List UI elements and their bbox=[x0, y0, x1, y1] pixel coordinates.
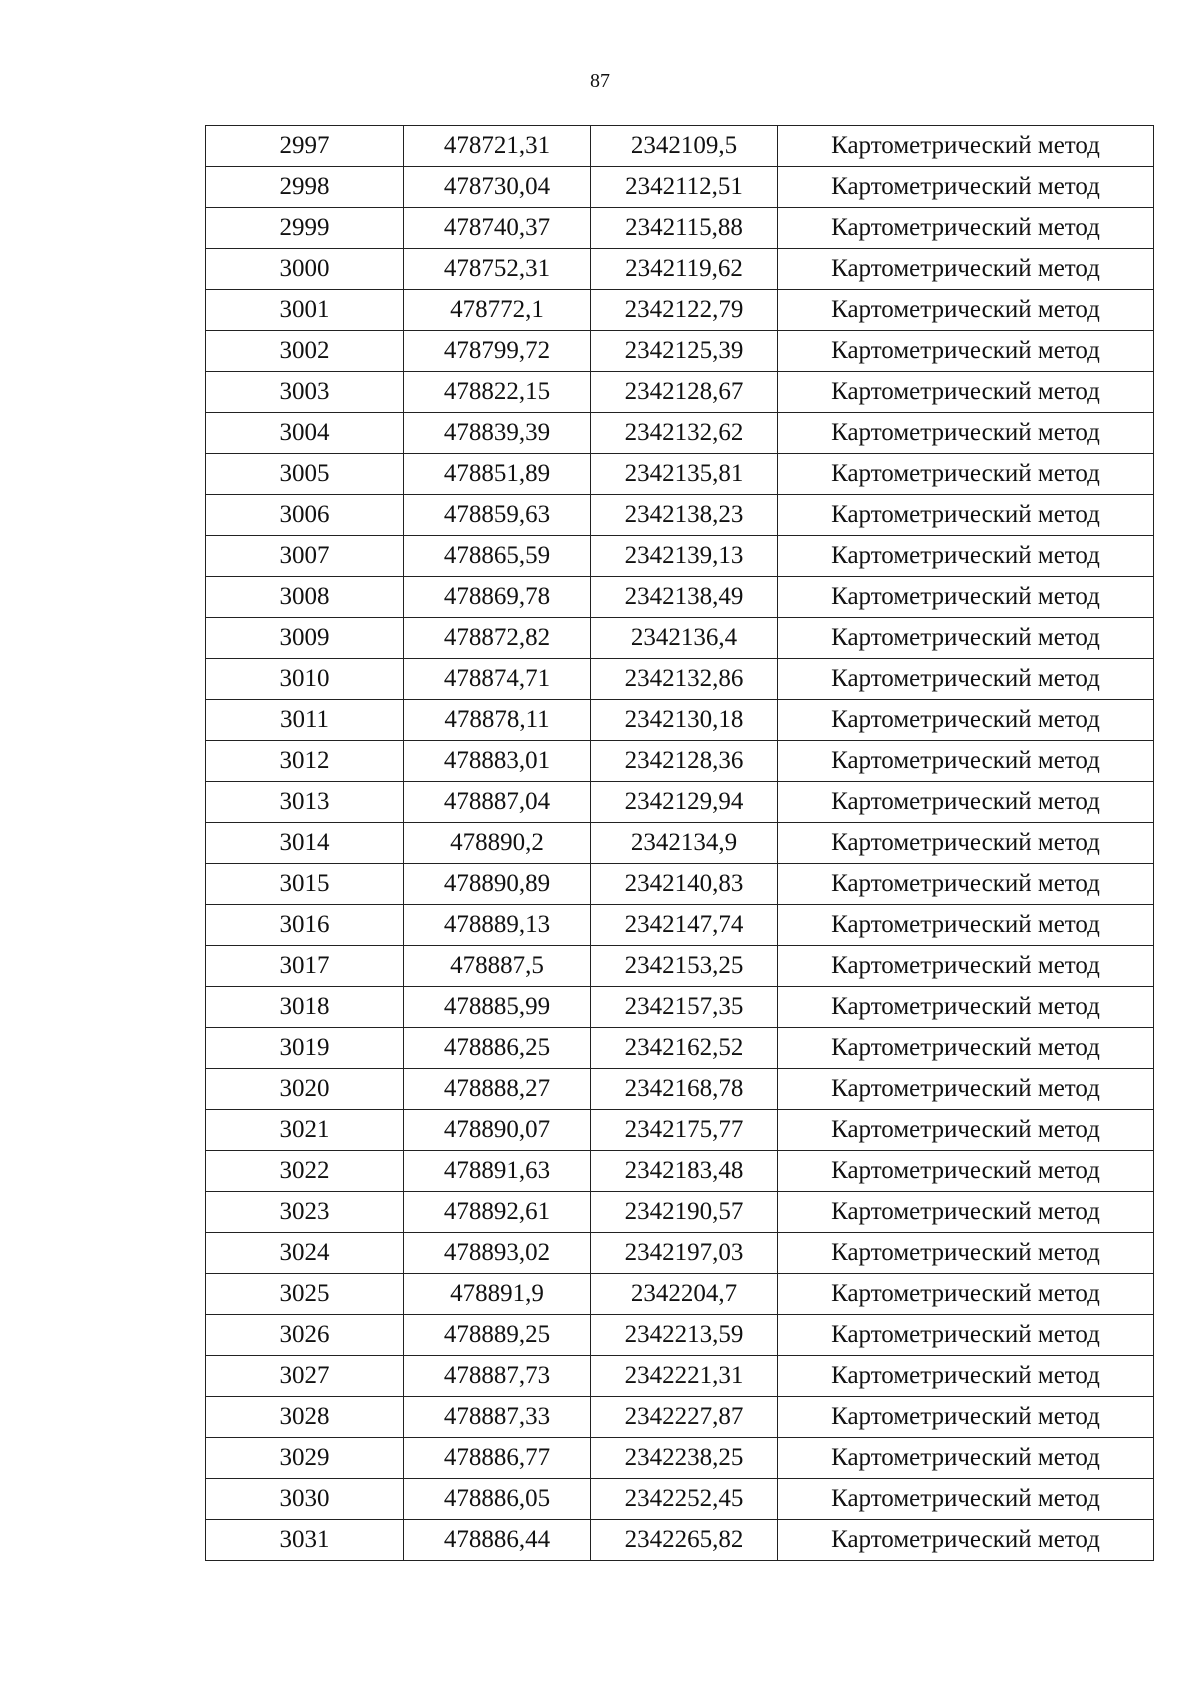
y-coordinate-cell: 2342129,94 bbox=[591, 782, 778, 823]
y-coordinate-cell: 2342136,4 bbox=[591, 618, 778, 659]
point-number-cell: 3001 bbox=[206, 290, 404, 331]
y-coordinate-cell: 2342138,23 bbox=[591, 495, 778, 536]
y-coordinate-cell: 2342162,52 bbox=[591, 1028, 778, 1069]
table-row bbox=[206, 1315, 1154, 1356]
table-row bbox=[206, 782, 1154, 823]
point-number-cell: 3026 bbox=[206, 1315, 404, 1356]
method-cell: Картометрический метод bbox=[778, 782, 1154, 823]
point-number-cell: 3019 bbox=[206, 1028, 404, 1069]
x-coordinate-cell: 478730,04 bbox=[404, 167, 591, 208]
y-coordinate-cell: 2342153,25 bbox=[591, 946, 778, 987]
table-row bbox=[206, 1192, 1154, 1233]
table-row bbox=[206, 126, 1154, 167]
y-coordinate-cell: 2342190,57 bbox=[591, 1192, 778, 1233]
table-row bbox=[206, 1274, 1154, 1315]
method-cell: Картометрический метод bbox=[778, 126, 1154, 167]
method-cell: Картометрический метод bbox=[778, 331, 1154, 372]
point-number-cell: 3012 bbox=[206, 741, 404, 782]
method-cell: Картометрический метод bbox=[778, 1438, 1154, 1479]
point-number-cell: 3028 bbox=[206, 1397, 404, 1438]
method-cell: Картометрический метод bbox=[778, 167, 1154, 208]
method-cell: Картометрический метод bbox=[778, 1233, 1154, 1274]
method-cell: Картометрический метод bbox=[778, 741, 1154, 782]
table-row bbox=[206, 741, 1154, 782]
method-cell: Картометрический метод bbox=[778, 1069, 1154, 1110]
point-number-cell: 3011 bbox=[206, 700, 404, 741]
point-number-cell: 2999 bbox=[206, 208, 404, 249]
x-coordinate-cell: 478874,71 bbox=[404, 659, 591, 700]
point-number-cell: 3008 bbox=[206, 577, 404, 618]
method-cell: Картометрический метод bbox=[778, 413, 1154, 454]
x-coordinate-cell: 478886,05 bbox=[404, 1479, 591, 1520]
point-number-cell: 3024 bbox=[206, 1233, 404, 1274]
table-row bbox=[206, 659, 1154, 700]
point-number-cell: 3002 bbox=[206, 331, 404, 372]
x-coordinate-cell: 478890,89 bbox=[404, 864, 591, 905]
x-coordinate-cell: 478887,33 bbox=[404, 1397, 591, 1438]
method-cell: Картометрический метод bbox=[778, 372, 1154, 413]
y-coordinate-cell: 2342134,9 bbox=[591, 823, 778, 864]
method-cell: Картометрический метод bbox=[778, 1192, 1154, 1233]
table-row bbox=[206, 1151, 1154, 1192]
x-coordinate-cell: 478886,77 bbox=[404, 1438, 591, 1479]
y-coordinate-cell: 2342130,18 bbox=[591, 700, 778, 741]
page-number: 87 bbox=[590, 70, 610, 92]
x-coordinate-cell: 478865,59 bbox=[404, 536, 591, 577]
point-number-cell: 3006 bbox=[206, 495, 404, 536]
point-number-cell: 3014 bbox=[206, 823, 404, 864]
method-cell: Картометрический метод bbox=[778, 249, 1154, 290]
y-coordinate-cell: 2342227,87 bbox=[591, 1397, 778, 1438]
method-cell: Картометрический метод bbox=[778, 454, 1154, 495]
x-coordinate-cell: 478772,1 bbox=[404, 290, 591, 331]
method-cell: Картометрический метод bbox=[778, 1274, 1154, 1315]
table-row bbox=[206, 618, 1154, 659]
method-cell: Картометрический метод bbox=[778, 1315, 1154, 1356]
x-coordinate-cell: 478859,63 bbox=[404, 495, 591, 536]
x-coordinate-cell: 478799,72 bbox=[404, 331, 591, 372]
point-number-cell: 3015 bbox=[206, 864, 404, 905]
x-coordinate-cell: 478892,61 bbox=[404, 1192, 591, 1233]
x-coordinate-cell: 478839,39 bbox=[404, 413, 591, 454]
x-coordinate-cell: 478885,99 bbox=[404, 987, 591, 1028]
y-coordinate-cell: 2342128,36 bbox=[591, 741, 778, 782]
point-number-cell: 3021 bbox=[206, 1110, 404, 1151]
x-coordinate-cell: 478888,27 bbox=[404, 1069, 591, 1110]
method-cell: Картометрический метод bbox=[778, 1520, 1154, 1561]
method-cell: Картометрический метод bbox=[778, 905, 1154, 946]
y-coordinate-cell: 2342122,79 bbox=[591, 290, 778, 331]
point-number-cell: 2997 bbox=[206, 126, 404, 167]
y-coordinate-cell: 2342119,62 bbox=[591, 249, 778, 290]
method-cell: Картометрический метод bbox=[778, 987, 1154, 1028]
y-coordinate-cell: 2342238,25 bbox=[591, 1438, 778, 1479]
y-coordinate-cell: 2342175,77 bbox=[591, 1110, 778, 1151]
x-coordinate-cell: 478887,5 bbox=[404, 946, 591, 987]
table-row bbox=[206, 208, 1154, 249]
x-coordinate-cell: 478886,25 bbox=[404, 1028, 591, 1069]
y-coordinate-cell: 2342157,35 bbox=[591, 987, 778, 1028]
x-coordinate-cell: 478872,82 bbox=[404, 618, 591, 659]
y-coordinate-cell: 2342204,7 bbox=[591, 1274, 778, 1315]
x-coordinate-cell: 478883,01 bbox=[404, 741, 591, 782]
method-cell: Картометрический метод bbox=[778, 864, 1154, 905]
y-coordinate-cell: 2342213,59 bbox=[591, 1315, 778, 1356]
method-cell: Картометрический метод bbox=[778, 700, 1154, 741]
table-row bbox=[206, 536, 1154, 577]
table-row bbox=[206, 495, 1154, 536]
point-number-cell: 3031 bbox=[206, 1520, 404, 1561]
y-coordinate-cell: 2342112,51 bbox=[591, 167, 778, 208]
y-coordinate-cell: 2342135,81 bbox=[591, 454, 778, 495]
table-row bbox=[206, 1479, 1154, 1520]
table-row bbox=[206, 1520, 1154, 1561]
method-cell: Картометрический метод bbox=[778, 1356, 1154, 1397]
x-coordinate-cell: 478893,02 bbox=[404, 1233, 591, 1274]
table-row bbox=[206, 1397, 1154, 1438]
x-coordinate-cell: 478886,44 bbox=[404, 1520, 591, 1561]
y-coordinate-cell: 2342140,83 bbox=[591, 864, 778, 905]
table-row bbox=[206, 1110, 1154, 1151]
point-number-cell: 3020 bbox=[206, 1069, 404, 1110]
x-coordinate-cell: 478891,9 bbox=[404, 1274, 591, 1315]
point-number-cell: 3030 bbox=[206, 1479, 404, 1520]
y-coordinate-cell: 2342147,74 bbox=[591, 905, 778, 946]
point-number-cell: 3018 bbox=[206, 987, 404, 1028]
table-row bbox=[206, 987, 1154, 1028]
x-coordinate-cell: 478890,07 bbox=[404, 1110, 591, 1151]
y-coordinate-cell: 2342265,82 bbox=[591, 1520, 778, 1561]
table-row bbox=[206, 905, 1154, 946]
method-cell: Картометрический метод bbox=[778, 495, 1154, 536]
point-number-cell: 3016 bbox=[206, 905, 404, 946]
x-coordinate-cell: 478869,78 bbox=[404, 577, 591, 618]
table-row bbox=[206, 454, 1154, 495]
method-cell: Картометрический метод bbox=[778, 1479, 1154, 1520]
point-number-cell: 3022 bbox=[206, 1151, 404, 1192]
table-body bbox=[206, 126, 1154, 1561]
point-number-cell: 3004 bbox=[206, 413, 404, 454]
point-number-cell: 3023 bbox=[206, 1192, 404, 1233]
method-cell: Картометрический метод bbox=[778, 536, 1154, 577]
y-coordinate-cell: 2342252,45 bbox=[591, 1479, 778, 1520]
table-row bbox=[206, 372, 1154, 413]
x-coordinate-cell: 478887,73 bbox=[404, 1356, 591, 1397]
x-coordinate-cell: 478878,11 bbox=[404, 700, 591, 741]
point-number-cell: 3010 bbox=[206, 659, 404, 700]
method-cell: Картометрический метод bbox=[778, 290, 1154, 331]
method-cell: Картометрический метод bbox=[778, 1028, 1154, 1069]
table-row bbox=[206, 577, 1154, 618]
point-number-cell: 3025 bbox=[206, 1274, 404, 1315]
point-number-cell: 3000 bbox=[206, 249, 404, 290]
coordinates-table bbox=[205, 125, 1154, 1561]
method-cell: Картометрический метод bbox=[778, 1110, 1154, 1151]
point-number-cell: 3007 bbox=[206, 536, 404, 577]
table-row bbox=[206, 700, 1154, 741]
method-cell: Картометрический метод bbox=[778, 823, 1154, 864]
point-number-cell: 3009 bbox=[206, 618, 404, 659]
x-coordinate-cell: 478889,25 bbox=[404, 1315, 591, 1356]
table-row bbox=[206, 290, 1154, 331]
x-coordinate-cell: 478851,89 bbox=[404, 454, 591, 495]
point-number-cell: 3027 bbox=[206, 1356, 404, 1397]
x-coordinate-cell: 478890,2 bbox=[404, 823, 591, 864]
table-row bbox=[206, 331, 1154, 372]
y-coordinate-cell: 2342197,03 bbox=[591, 1233, 778, 1274]
method-cell: Картометрический метод bbox=[778, 946, 1154, 987]
y-coordinate-cell: 2342138,49 bbox=[591, 577, 778, 618]
y-coordinate-cell: 2342115,88 bbox=[591, 208, 778, 249]
y-coordinate-cell: 2342139,13 bbox=[591, 536, 778, 577]
point-number-cell: 3029 bbox=[206, 1438, 404, 1479]
x-coordinate-cell: 478887,04 bbox=[404, 782, 591, 823]
y-coordinate-cell: 2342132,62 bbox=[591, 413, 778, 454]
table-row bbox=[206, 864, 1154, 905]
method-cell: Картометрический метод bbox=[778, 659, 1154, 700]
point-number-cell: 3013 bbox=[206, 782, 404, 823]
method-cell: Картометрический метод bbox=[778, 618, 1154, 659]
x-coordinate-cell: 478891,63 bbox=[404, 1151, 591, 1192]
point-number-cell: 3017 bbox=[206, 946, 404, 987]
y-coordinate-cell: 2342109,5 bbox=[591, 126, 778, 167]
y-coordinate-cell: 2342128,67 bbox=[591, 372, 778, 413]
method-cell: Картометрический метод bbox=[778, 577, 1154, 618]
y-coordinate-cell: 2342125,39 bbox=[591, 331, 778, 372]
point-number-cell: 3003 bbox=[206, 372, 404, 413]
table-row bbox=[206, 1356, 1154, 1397]
table-row bbox=[206, 413, 1154, 454]
table-row bbox=[206, 1028, 1154, 1069]
point-number-cell: 2998 bbox=[206, 167, 404, 208]
table-row bbox=[206, 946, 1154, 987]
method-cell: Картометрический метод bbox=[778, 1397, 1154, 1438]
y-coordinate-cell: 2342183,48 bbox=[591, 1151, 778, 1192]
y-coordinate-cell: 2342221,31 bbox=[591, 1356, 778, 1397]
x-coordinate-cell: 478740,37 bbox=[404, 208, 591, 249]
method-cell: Картометрический метод bbox=[778, 208, 1154, 249]
table-row bbox=[206, 249, 1154, 290]
x-coordinate-cell: 478752,31 bbox=[404, 249, 591, 290]
x-coordinate-cell: 478889,13 bbox=[404, 905, 591, 946]
x-coordinate-cell: 478822,15 bbox=[404, 372, 591, 413]
table-row bbox=[206, 823, 1154, 864]
table-row bbox=[206, 1233, 1154, 1274]
x-coordinate-cell: 478721,31 bbox=[404, 126, 591, 167]
y-coordinate-cell: 2342132,86 bbox=[591, 659, 778, 700]
table-row bbox=[206, 1069, 1154, 1110]
method-cell: Картометрический метод bbox=[778, 1151, 1154, 1192]
y-coordinate-cell: 2342168,78 bbox=[591, 1069, 778, 1110]
table-row bbox=[206, 167, 1154, 208]
point-number-cell: 3005 bbox=[206, 454, 404, 495]
table-row bbox=[206, 1438, 1154, 1479]
